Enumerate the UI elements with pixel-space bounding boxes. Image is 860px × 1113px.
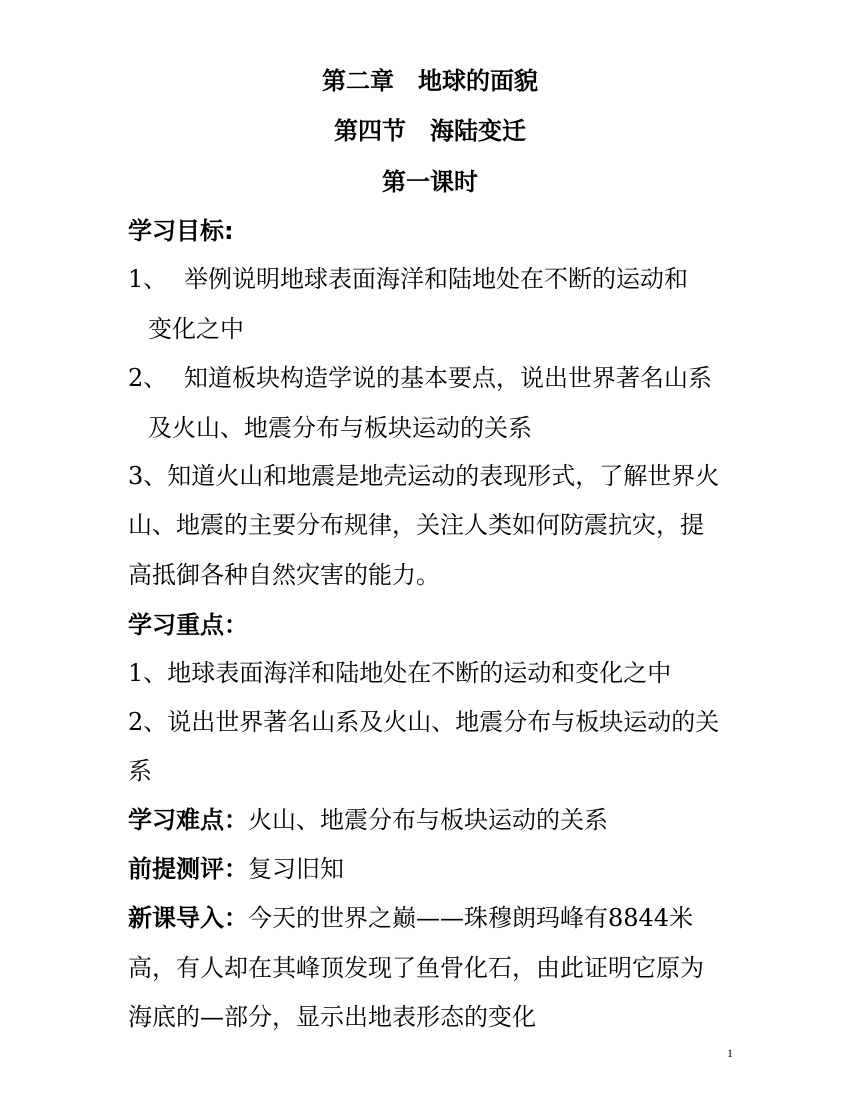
key-point-item-1: 1、地球表面海洋和陆地处在不断的运动和变化之中: [128, 659, 672, 687]
intro-text-end: 海底的—部分，显示出地表形态的变化: [128, 1003, 536, 1031]
difficulty-row: [128, 805, 748, 835]
pretest-row: [128, 854, 748, 884]
intro-label: 新课导入：: [128, 904, 248, 932]
key-point-item-2-continued: 系: [128, 757, 152, 785]
objective-item-1: [128, 264, 748, 294]
pretest-text: 复习旧知: [248, 855, 344, 883]
objective-item-1-text: 举例说明地球表面海洋和陆地处在不断的运动和: [184, 265, 688, 293]
objective-item-3: 3、知道火山和地震是地壳运动的表现形式，了解世界火: [128, 462, 720, 490]
page-number: 1: [727, 1046, 733, 1060]
pretest-label: 前提测评：: [128, 855, 248, 883]
objective-item-1-number: 1、: [128, 265, 168, 293]
section-title: 第四节 海陆变迁: [334, 117, 526, 145]
objective-item-2-number: 2、: [128, 364, 168, 392]
objectives-heading: 学习目标:: [128, 217, 234, 245]
intro-text: 今天的世界之巅——珠穆朗玛峰有8844米: [248, 904, 694, 932]
difficulty-label: 学习难点：: [128, 806, 248, 834]
lesson-title: 第一课时: [382, 168, 478, 196]
objective-item-2: [128, 363, 748, 393]
objective-item-2-continued: 及火山、地震分布与板块运动的关系: [148, 414, 532, 442]
chapter-title: 第二章 地球的面貌: [322, 67, 538, 95]
key-point-item-2: 2、说出世界著名山系及火山、地震分布与板块运动的关: [128, 708, 720, 736]
objective-item-2-text: 知道板块构造学说的基本要点，说出世界著名山系: [184, 364, 712, 392]
key-points-heading: 学习重点：: [128, 611, 248, 639]
intro-text-continued: 高，有人却在其峰顶发现了鱼骨化石，由此证明它原为: [128, 954, 704, 982]
objective-item-1-continued: 变化之中: [148, 315, 244, 343]
objective-item-3-end: 高抵御各种自然灾害的能力。: [128, 561, 440, 589]
objective-item-3-continued: 山、地震的主要分布规律，关注人类如何防震抗灾，提: [128, 511, 704, 539]
difficulty-text: 火山、地震分布与板块运动的关系: [248, 806, 608, 834]
intro-row: [128, 903, 748, 933]
